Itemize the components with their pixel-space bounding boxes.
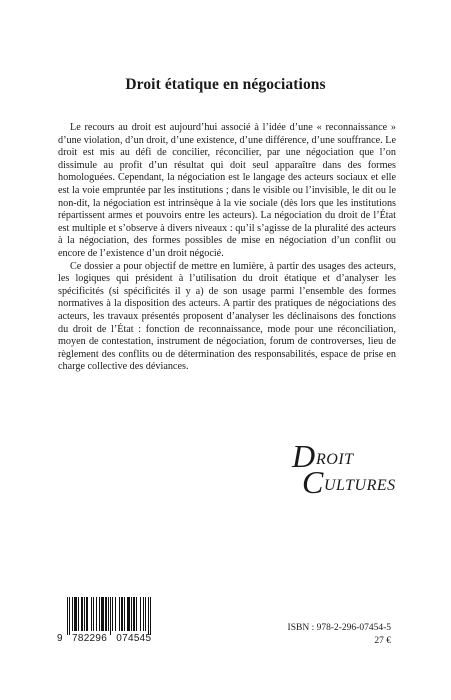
logo-c-initial: C [302, 464, 324, 500]
paragraph-1: Le recours au droit est aujourd’hui associé à l’idée d’une « reconnaissance » d’une violation, d’un droit, d’une existence, d’une différence, d’une souffrance. Le droit est mis au défi de concilier, réconcilier, par une négociation que l’on dissimule au profit d’un résultat qui doit seul apparaître dans des formes homologuées. Cependant, la négociation est le langage des acteurs sociaux et elle est la voie empruntée par les institutions ; dans le visible ou l’invisible, le dit ou le non-dit, la négociation est intrinsèque à la vie sociale (dès lors que les institutions répartissent armes et pouvoirs entre les acteurs). La négociation du droit de l’État est multiple et s’observe à divers niveaux : qu’il s’agisse de la pluralité des acteurs à la négociation, des formes possibles de mise en négociation d’un conflit ou encore de l’existence d’un droit négocié. [58, 122, 396, 259]
barcode-bar [115, 597, 116, 631]
barcode-bar [101, 597, 104, 631]
barcode-digits [57, 633, 169, 644]
barcode-bar [110, 597, 111, 635]
barcode-bar [72, 597, 73, 631]
barcode-bar [119, 597, 120, 631]
barcode-digits-left: 782296 [71, 633, 108, 644]
barcode [57, 597, 169, 647]
barcode-bars [57, 597, 169, 635]
back-cover-text [58, 122, 396, 374]
barcode-bar [108, 597, 109, 631]
barcode-bar [99, 597, 100, 631]
barcode-bar [150, 597, 151, 635]
barcode-bar [81, 597, 83, 631]
droit-cultures-logo [292, 440, 402, 504]
barcode-bar [148, 597, 149, 635]
logo-d-rest: ROIT [316, 451, 354, 468]
logo-d-initial: D [292, 438, 316, 474]
barcode-bar [131, 597, 132, 631]
barcode-bar [112, 597, 113, 631]
barcode-bar [93, 597, 94, 631]
barcode-bar [143, 597, 144, 631]
barcode-bar [78, 597, 79, 631]
paragraph-2: Ce dossier a pour objectif de mettre en lumière, à partir des usages des acteurs, les logiques qui président à l’utilisation du droit étatique et d’analyser les spécificités (si spécificités il y a) de son usage parmi l’ensemble des formes normatives à la disposition des acteurs. A partir des pratiques de négociations des acteurs, les travaux présentés proposent d’analyser les déclinaisons des fonctions du droit de l’État : fonction de reconnaissance, mode pour une réconciliation, moyen de contestation, instrument de négociation, forum de controverses, lieu de règlement des conflits ou de détermination des responsabilités, espace de prise en charge collective des déviances. [58, 260, 396, 373]
barcode-bar [69, 597, 70, 635]
barcode-bar [86, 597, 88, 631]
barcode-bar [96, 597, 97, 631]
barcode-bar [105, 597, 107, 631]
barcode-bar [140, 597, 141, 631]
barcode-digits-right: 074545 [116, 633, 152, 644]
barcode-bar [67, 597, 68, 635]
barcode-bar [136, 597, 137, 631]
barcode-bar [91, 597, 92, 631]
barcode-bar [74, 597, 77, 631]
barcode-bar [133, 597, 135, 631]
logo-c-rest: ULTURES [324, 477, 396, 494]
isbn-number: ISBN : 978-2-296-07454-5 [287, 623, 391, 633]
barcode-bar [127, 597, 130, 631]
barcode-bar [84, 597, 85, 631]
page-title: Droit étatique en négociations [125, 76, 326, 93]
barcode-bar [121, 597, 123, 631]
price: 27 € [374, 636, 391, 646]
barcode-bar [145, 597, 146, 631]
barcode-digit-first: 9 [57, 633, 63, 644]
isbn-block [288, 622, 391, 648]
barcode-bar [124, 597, 125, 631]
